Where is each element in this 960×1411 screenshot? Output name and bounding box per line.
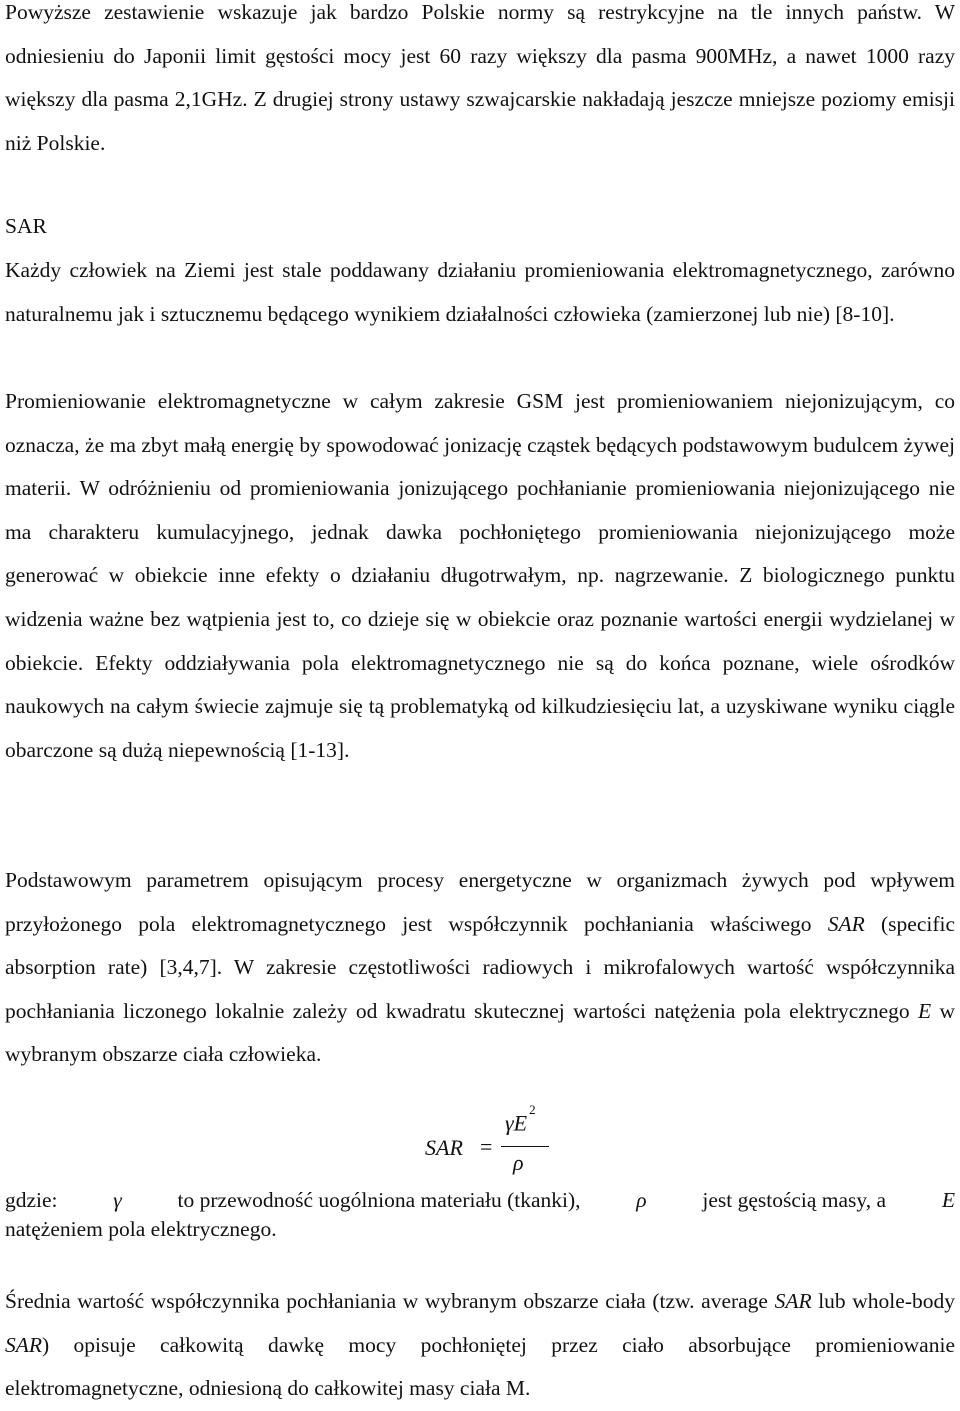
- legend-line: [5, 1186, 955, 1215]
- paragraph-sar-definition: [5, 859, 955, 1077]
- text-segment: ) opisuje całkowitą dawkę mocy pochłoniętej przez ciało absorbujące promieniowanie elektromagnetyczne, odniesioną do całkowitej masy ciała M.: [5, 1332, 955, 1401]
- formula-lhs: SAR: [425, 1135, 463, 1160]
- text-segment: lub whole-body: [811, 1289, 955, 1313]
- text-segment: (specific absorption rate) [3,4,7]. W zakresie częstotliwości radiowych i mikrofalowych wartość współczynnika pochłaniania liczonego lokalnie zależy od kwadratu skutecznej wartości natężenia pola elektrycznego: [5, 911, 956, 1023]
- paragraph-average-sar: [5, 1280, 955, 1411]
- paragraph-non-ionizing: Promieniowanie elektromagnetyczne w całym zakresie GSM jest promieniowaniem niejonizującym, co oznacza, że ma zbyt małą energię by spowodować jonizację cząstek będących podstawowym budulcem żywej materii. W odróżnieniu od promieniowania jonizującego pochłanianie promieniowania niejonizującego nie ma charakteru kumulacyjnego, jednak dawka pochłoniętego promieniowania niejonizującego może generować w obiekcie inne efekty o działaniu długotrwałym, np. nagrzewanie. Z biologicznego punktu widzenia ważne bez wątpienia jest to, co dzieje się w obiekcie oraz poznanie wartości energii wydzielanej w obiekcie. Efekty oddziaływania pola elektromagnetycznego nie są do końca poznane, wiele ośrodków naukowych na całym świecie zajmuje się tą problematyką od kilkudziesięciu lat, a uzyskiwane wyniku ciągle obarczone są dużą niepewnością [1-13].: [5, 389, 955, 762]
- sar-term: SAR: [774, 1289, 812, 1313]
- text-segment: Podstawowym parametrem opisującym procesy energetyczne w organizmach żywych pod wpływem przyłożonego pola elektromagnetycznego jest współczynnik pochłaniania właściwego: [5, 868, 955, 936]
- formula-denominator: ρ: [513, 1150, 524, 1175]
- rho-symbol: ρ: [636, 1188, 647, 1212]
- section-heading-sar: SAR: [5, 214, 47, 238]
- e-symbol: E: [941, 1188, 955, 1212]
- numerator-text: γE: [505, 1110, 528, 1136]
- paragraph-exposure: Każdy człowiek na Ziemi jest stale poddawany działaniu promieniowania elektromagnetycznego, zarówno naturalnemu jak i sztucznemu będącego wynikiem działalności człowieka (zamierzonej lub nie) [8-10].: [5, 258, 955, 326]
- formula-exponent: 2: [529, 1102, 536, 1117]
- text-segment: w wybranym obszarze ciała człowieka.: [5, 998, 955, 1067]
- formula-equals: =: [480, 1134, 493, 1159]
- where-label: gdzie:: [5, 1188, 58, 1212]
- sar-term: SAR: [5, 1332, 43, 1357]
- formula-numerator: [505, 1102, 536, 1136]
- text-segment: Średnia wartość współczynnika pochłaniania w wybranym obszarze ciała (tzw. average: [5, 1289, 775, 1313]
- e-symbol: E: [918, 998, 932, 1023]
- formula-legend: [5, 1186, 955, 1244]
- gamma-description: to przewodność uogólniona materiału (tkanki),: [177, 1188, 581, 1212]
- fraction-bar: [501, 1146, 549, 1147]
- rho-description: jest gęstością masy, a: [702, 1188, 887, 1212]
- legend-line-2: natężeniem pola elektrycznego.: [5, 1217, 277, 1241]
- gamma-symbol: γ: [113, 1188, 122, 1212]
- sar-formula: [425, 1102, 585, 1188]
- sar-term: SAR: [827, 911, 865, 936]
- paragraph-norms-comparison: Powyższe zestawienie wskazuje jak bardzo Polskie normy są restrykcyjne na tle innych państw. W odniesieniu do Japonii limit gęstości mocy jest 60 razy większy dla pasma 900MHz, a nawet 1000 razy większy dla pasma 2,1GHz. Z drugiej strony ustawy szwajcarskie nakładają jeszcze mniejsze poziomy emisji niż Polskie.: [5, 0, 955, 155]
